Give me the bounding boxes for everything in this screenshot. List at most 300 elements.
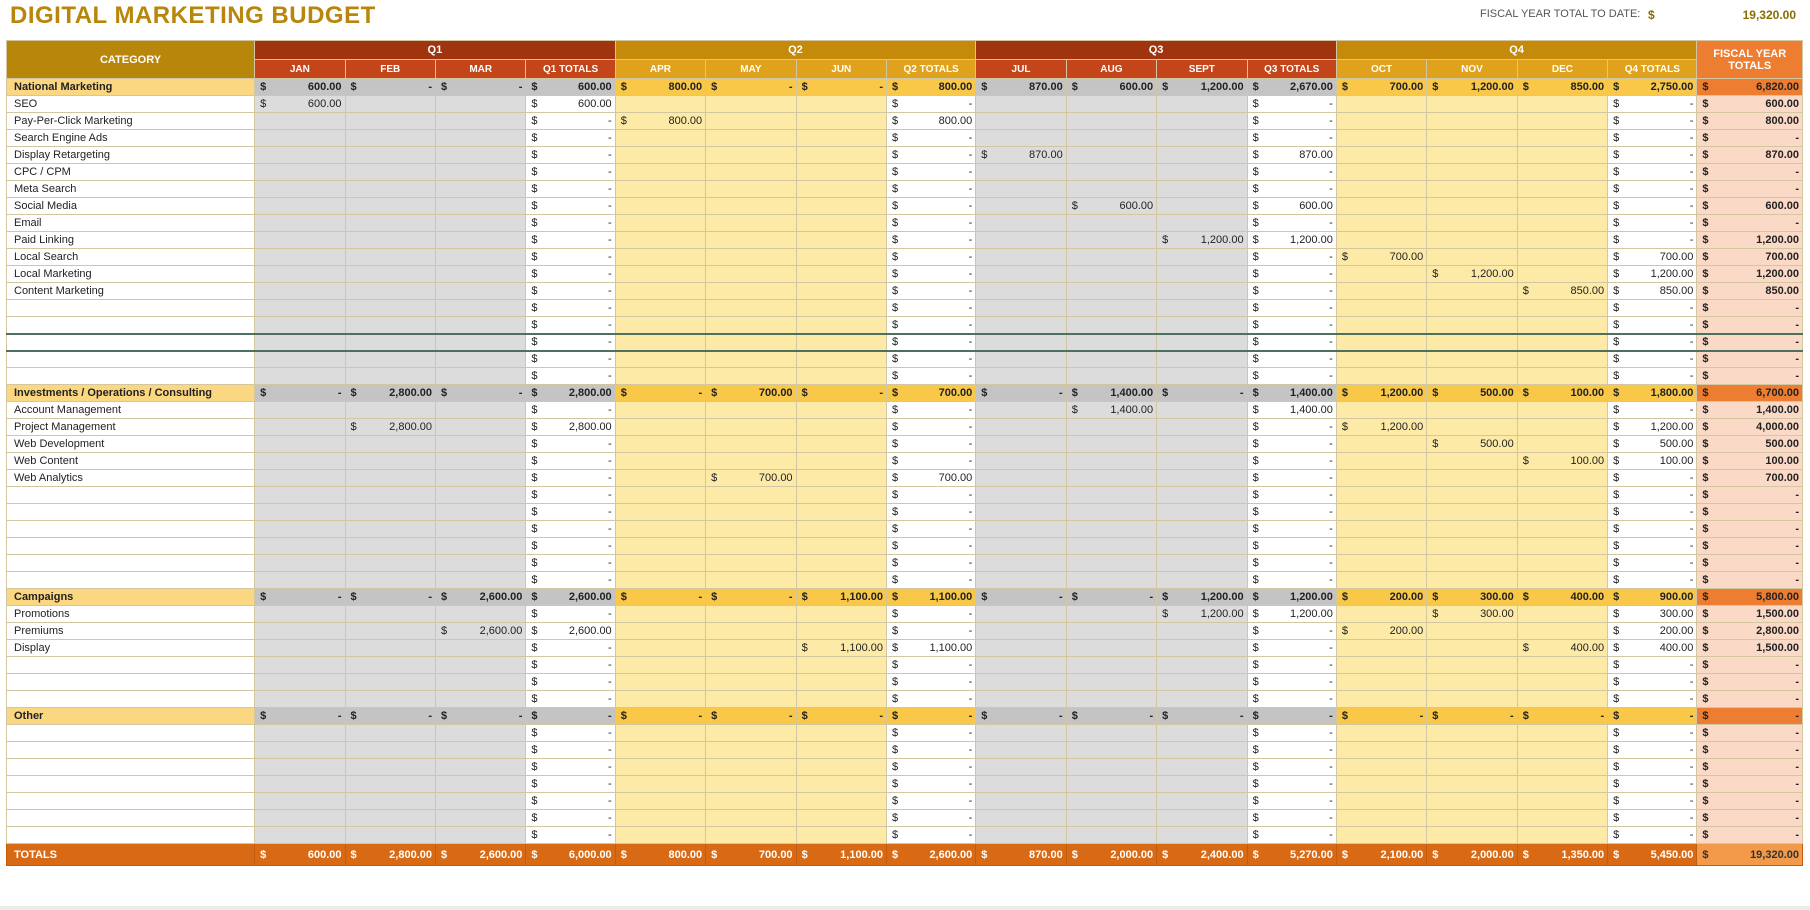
fiscal-year-total-cell[interactable]	[1697, 164, 1803, 181]
month-cell[interactable]	[1517, 198, 1607, 215]
quarter-total-cell[interactable]	[1608, 640, 1697, 657]
month-cell[interactable]	[1427, 589, 1517, 606]
month-cell[interactable]	[1066, 691, 1156, 708]
month-cell[interactable]	[796, 759, 886, 776]
month-cell[interactable]	[615, 538, 705, 555]
month-cell[interactable]	[976, 130, 1066, 147]
month-cell[interactable]	[796, 436, 886, 453]
quarter-total-cell[interactable]	[526, 79, 615, 96]
month-cell[interactable]	[255, 742, 345, 759]
month-cell[interactable]	[1157, 96, 1247, 113]
month-cell[interactable]	[1066, 385, 1156, 402]
fiscal-year-total-cell[interactable]	[1697, 436, 1803, 453]
month-cell[interactable]	[1066, 283, 1156, 300]
month-cell[interactable]	[435, 674, 525, 691]
month-cell[interactable]	[976, 810, 1066, 827]
month-cell[interactable]	[706, 147, 796, 164]
month-cell[interactable]	[796, 419, 886, 436]
month-cell[interactable]	[1066, 317, 1156, 334]
fiscal-year-total-cell[interactable]	[1697, 232, 1803, 249]
month-cell[interactable]	[615, 708, 705, 725]
month-cell[interactable]	[1427, 436, 1517, 453]
month-cell[interactable]	[435, 810, 525, 827]
fiscal-year-total-cell[interactable]	[1697, 385, 1803, 402]
quarter-total-cell[interactable]	[1247, 538, 1336, 555]
month-cell[interactable]	[976, 521, 1066, 538]
month-cell[interactable]	[255, 487, 345, 504]
month-cell[interactable]	[1517, 470, 1607, 487]
quarter-total-cell[interactable]	[1247, 215, 1336, 232]
quarter-total-cell[interactable]	[1608, 725, 1697, 742]
month-cell[interactable]	[615, 181, 705, 198]
month-cell[interactable]	[345, 810, 435, 827]
month-cell[interactable]	[615, 164, 705, 181]
month-cell[interactable]	[255, 164, 345, 181]
month-cell[interactable]	[1517, 453, 1607, 470]
month-cell[interactable]	[1336, 368, 1426, 385]
month-cell[interactable]	[1336, 198, 1426, 215]
month-cell[interactable]	[1517, 266, 1607, 283]
month-cell[interactable]	[1066, 215, 1156, 232]
quarter-total-cell[interactable]	[1247, 827, 1336, 844]
month-cell[interactable]	[1066, 827, 1156, 844]
month-cell[interactable]	[615, 334, 705, 351]
month-cell[interactable]	[1066, 79, 1156, 96]
quarter-total-cell[interactable]	[1247, 521, 1336, 538]
quarter-total-cell[interactable]	[887, 776, 976, 793]
month-cell[interactable]	[706, 759, 796, 776]
month-cell[interactable]	[1427, 572, 1517, 589]
category-label[interactable]	[7, 572, 255, 589]
month-cell[interactable]	[345, 283, 435, 300]
month-cell[interactable]	[1427, 317, 1517, 334]
quarter-total-cell[interactable]	[887, 385, 976, 402]
quarter-total-cell[interactable]	[887, 147, 976, 164]
quarter-total-cell[interactable]	[1608, 402, 1697, 419]
grand-total-cell[interactable]	[1247, 844, 1336, 866]
month-cell[interactable]	[1517, 249, 1607, 266]
month-cell[interactable]	[615, 232, 705, 249]
quarter-total-cell[interactable]	[526, 249, 615, 266]
month-cell[interactable]	[255, 334, 345, 351]
month-cell[interactable]	[1427, 215, 1517, 232]
month-cell[interactable]	[1157, 402, 1247, 419]
month-cell[interactable]	[1427, 504, 1517, 521]
month-cell[interactable]	[796, 334, 886, 351]
quarter-total-cell[interactable]	[526, 538, 615, 555]
grand-total-cell[interactable]	[1517, 844, 1607, 866]
month-cell[interactable]	[345, 538, 435, 555]
month-cell[interactable]	[1517, 419, 1607, 436]
month-cell[interactable]	[1427, 113, 1517, 130]
month-cell[interactable]	[1336, 300, 1426, 317]
fiscal-year-total-cell[interactable]	[1697, 79, 1803, 96]
fiscal-year-total-cell[interactable]	[1697, 504, 1803, 521]
category-label[interactable]: Premiums	[7, 623, 255, 640]
month-cell[interactable]	[796, 708, 886, 725]
quarter-total-cell[interactable]	[1247, 640, 1336, 657]
quarter-total-cell[interactable]	[526, 810, 615, 827]
month-cell[interactable]	[1427, 759, 1517, 776]
month-cell[interactable]	[255, 504, 345, 521]
quarter-total-cell[interactable]	[1247, 266, 1336, 283]
month-cell[interactable]	[255, 725, 345, 742]
quarter-total-cell[interactable]	[1247, 419, 1336, 436]
month-cell[interactable]	[706, 385, 796, 402]
month-cell[interactable]	[706, 521, 796, 538]
month-cell[interactable]	[1427, 623, 1517, 640]
month-cell[interactable]	[345, 793, 435, 810]
month-cell[interactable]	[345, 776, 435, 793]
month-cell[interactable]	[1066, 130, 1156, 147]
month-cell[interactable]	[1517, 147, 1607, 164]
fiscal-year-total-cell[interactable]	[1697, 198, 1803, 215]
grand-total-cell[interactable]	[345, 844, 435, 866]
quarter-total-cell[interactable]	[1608, 487, 1697, 504]
month-cell[interactable]	[1427, 640, 1517, 657]
fiscal-year-total-cell[interactable]	[1697, 96, 1803, 113]
month-cell[interactable]	[706, 164, 796, 181]
month-cell[interactable]	[706, 351, 796, 368]
section-label[interactable]: Campaigns	[7, 589, 255, 606]
month-cell[interactable]	[1427, 538, 1517, 555]
month-cell[interactable]	[1517, 215, 1607, 232]
month-cell[interactable]	[1517, 691, 1607, 708]
category-label[interactable]	[7, 555, 255, 572]
month-cell[interactable]	[706, 810, 796, 827]
month-cell[interactable]	[1517, 351, 1607, 368]
month-cell[interactable]	[1157, 640, 1247, 657]
quarter-total-cell[interactable]	[526, 453, 615, 470]
quarter-total-cell[interactable]	[526, 436, 615, 453]
quarter-total-cell[interactable]	[887, 113, 976, 130]
month-cell[interactable]	[255, 368, 345, 385]
fiscal-year-total-cell[interactable]	[1697, 181, 1803, 198]
quarter-total-cell[interactable]	[887, 181, 976, 198]
month-cell[interactable]	[706, 708, 796, 725]
quarter-total-cell[interactable]	[887, 827, 976, 844]
category-label[interactable]	[7, 487, 255, 504]
quarter-total-cell[interactable]	[1247, 385, 1336, 402]
category-label[interactable]: Meta Search	[7, 181, 255, 198]
month-cell[interactable]	[1066, 300, 1156, 317]
grand-total-cell[interactable]	[976, 844, 1066, 866]
quarter-total-cell[interactable]	[1608, 759, 1697, 776]
month-cell[interactable]	[706, 317, 796, 334]
month-cell[interactable]	[255, 589, 345, 606]
month-cell[interactable]	[976, 453, 1066, 470]
month-cell[interactable]	[1066, 334, 1156, 351]
month-cell[interactable]	[615, 317, 705, 334]
fiscal-year-total-cell[interactable]	[1697, 776, 1803, 793]
month-cell[interactable]	[796, 164, 886, 181]
quarter-total-cell[interactable]	[887, 470, 976, 487]
month-cell[interactable]	[1427, 674, 1517, 691]
quarter-total-cell[interactable]	[1608, 436, 1697, 453]
month-cell[interactable]	[706, 232, 796, 249]
quarter-total-cell[interactable]	[1247, 487, 1336, 504]
month-cell[interactable]	[706, 504, 796, 521]
month-cell[interactable]	[255, 691, 345, 708]
month-cell[interactable]	[615, 300, 705, 317]
month-cell[interactable]	[1517, 640, 1607, 657]
month-cell[interactable]	[345, 79, 435, 96]
month-cell[interactable]	[345, 640, 435, 657]
category-label[interactable]: SEO	[7, 96, 255, 113]
quarter-total-cell[interactable]	[887, 79, 976, 96]
quarter-total-cell[interactable]	[1608, 283, 1697, 300]
month-cell[interactable]	[1336, 640, 1426, 657]
quarter-total-cell[interactable]	[526, 572, 615, 589]
quarter-total-cell[interactable]	[1247, 759, 1336, 776]
grand-total-cell[interactable]	[1066, 844, 1156, 866]
month-cell[interactable]	[796, 657, 886, 674]
month-cell[interactable]	[796, 742, 886, 759]
month-cell[interactable]	[1517, 810, 1607, 827]
month-cell[interactable]	[1066, 657, 1156, 674]
month-cell[interactable]	[1157, 419, 1247, 436]
month-cell[interactable]	[345, 232, 435, 249]
month-cell[interactable]	[345, 334, 435, 351]
section-label[interactable]: Investments / Operations / Consulting	[7, 385, 255, 402]
month-cell[interactable]	[976, 79, 1066, 96]
month-cell[interactable]	[1517, 79, 1607, 96]
month-cell[interactable]	[1157, 283, 1247, 300]
month-cell[interactable]	[615, 657, 705, 674]
month-cell[interactable]	[1336, 793, 1426, 810]
quarter-total-cell[interactable]	[1247, 147, 1336, 164]
month-cell[interactable]	[796, 725, 886, 742]
month-cell[interactable]	[345, 521, 435, 538]
month-cell[interactable]	[435, 198, 525, 215]
quarter-total-cell[interactable]	[1608, 589, 1697, 606]
month-cell[interactable]	[796, 181, 886, 198]
month-cell[interactable]	[435, 351, 525, 368]
month-cell[interactable]	[706, 249, 796, 266]
quarter-total-cell[interactable]	[1247, 793, 1336, 810]
month-cell[interactable]	[706, 793, 796, 810]
month-cell[interactable]	[1517, 487, 1607, 504]
quarter-total-cell[interactable]	[526, 317, 615, 334]
month-cell[interactable]	[435, 300, 525, 317]
quarter-total-cell[interactable]	[1247, 742, 1336, 759]
grand-total-cell[interactable]	[796, 844, 886, 866]
month-cell[interactable]	[1336, 402, 1426, 419]
month-cell[interactable]	[1517, 538, 1607, 555]
quarter-total-cell[interactable]	[1608, 691, 1697, 708]
quarter-total-cell[interactable]	[887, 402, 976, 419]
month-cell[interactable]	[706, 589, 796, 606]
month-cell[interactable]	[1336, 776, 1426, 793]
month-cell[interactable]	[435, 334, 525, 351]
quarter-total-cell[interactable]	[1608, 181, 1697, 198]
month-cell[interactable]	[615, 436, 705, 453]
month-cell[interactable]	[435, 470, 525, 487]
fiscal-year-total-cell[interactable]	[1697, 793, 1803, 810]
quarter-total-cell[interactable]	[1608, 793, 1697, 810]
month-cell[interactable]	[1066, 776, 1156, 793]
month-cell[interactable]	[615, 810, 705, 827]
month-cell[interactable]	[1157, 436, 1247, 453]
fiscal-year-total-cell[interactable]	[1697, 572, 1803, 589]
month-cell[interactable]	[796, 640, 886, 657]
month-cell[interactable]	[796, 589, 886, 606]
month-cell[interactable]	[615, 96, 705, 113]
month-cell[interactable]	[796, 674, 886, 691]
month-cell[interactable]	[435, 96, 525, 113]
month-cell[interactable]	[345, 317, 435, 334]
quarter-total-cell[interactable]	[526, 657, 615, 674]
month-cell[interactable]	[255, 555, 345, 572]
month-cell[interactable]	[976, 419, 1066, 436]
month-cell[interactable]	[976, 589, 1066, 606]
month-cell[interactable]	[706, 827, 796, 844]
month-cell[interactable]	[1336, 555, 1426, 572]
month-cell[interactable]	[345, 555, 435, 572]
month-cell[interactable]	[1427, 385, 1517, 402]
quarter-total-cell[interactable]	[887, 742, 976, 759]
fiscal-year-total-cell[interactable]	[1697, 300, 1803, 317]
month-cell[interactable]	[1517, 657, 1607, 674]
month-cell[interactable]	[345, 113, 435, 130]
month-cell[interactable]	[796, 147, 886, 164]
fiscal-year-total-cell[interactable]	[1697, 113, 1803, 130]
quarter-total-cell[interactable]	[1608, 453, 1697, 470]
month-cell[interactable]	[976, 504, 1066, 521]
month-cell[interactable]	[345, 368, 435, 385]
month-cell[interactable]	[435, 657, 525, 674]
month-cell[interactable]	[976, 793, 1066, 810]
fiscal-year-total-cell[interactable]	[1697, 266, 1803, 283]
month-cell[interactable]	[976, 402, 1066, 419]
quarter-total-cell[interactable]	[887, 317, 976, 334]
month-cell[interactable]	[1427, 96, 1517, 113]
month-cell[interactable]	[1157, 589, 1247, 606]
quarter-total-cell[interactable]	[526, 181, 615, 198]
month-cell[interactable]	[615, 283, 705, 300]
month-cell[interactable]	[1517, 623, 1607, 640]
fiscal-year-total-cell[interactable]	[1697, 147, 1803, 164]
fiscal-year-total-cell[interactable]	[1697, 521, 1803, 538]
month-cell[interactable]	[976, 606, 1066, 623]
quarter-total-cell[interactable]	[1247, 368, 1336, 385]
month-cell[interactable]	[706, 130, 796, 147]
section-label[interactable]: Other	[7, 708, 255, 725]
grand-total-cell[interactable]	[1336, 844, 1426, 866]
month-cell[interactable]	[1336, 283, 1426, 300]
fiscal-year-total-cell[interactable]	[1697, 334, 1803, 351]
quarter-total-cell[interactable]	[526, 725, 615, 742]
month-cell[interactable]	[796, 96, 886, 113]
month-cell[interactable]	[255, 793, 345, 810]
month-cell[interactable]	[1336, 334, 1426, 351]
month-cell[interactable]	[796, 538, 886, 555]
month-cell[interactable]	[1157, 300, 1247, 317]
month-cell[interactable]	[1336, 589, 1426, 606]
month-cell[interactable]	[615, 572, 705, 589]
month-cell[interactable]	[1066, 555, 1156, 572]
month-cell[interactable]	[345, 470, 435, 487]
month-cell[interactable]	[706, 538, 796, 555]
quarter-total-cell[interactable]	[1608, 249, 1697, 266]
fiscal-year-total-cell[interactable]	[1697, 215, 1803, 232]
quarter-total-cell[interactable]	[1247, 589, 1336, 606]
month-cell[interactable]	[1157, 504, 1247, 521]
month-cell[interactable]	[615, 521, 705, 538]
month-cell[interactable]	[1336, 538, 1426, 555]
fiscal-year-total-cell[interactable]	[1697, 538, 1803, 555]
month-cell[interactable]	[706, 453, 796, 470]
month-cell[interactable]	[615, 674, 705, 691]
month-cell[interactable]	[1157, 606, 1247, 623]
month-cell[interactable]	[796, 793, 886, 810]
quarter-total-cell[interactable]	[887, 759, 976, 776]
month-cell[interactable]	[1517, 725, 1607, 742]
month-cell[interactable]	[976, 300, 1066, 317]
grand-total-cell[interactable]	[1608, 844, 1697, 866]
quarter-total-cell[interactable]	[887, 606, 976, 623]
month-cell[interactable]	[976, 555, 1066, 572]
month-cell[interactable]	[435, 776, 525, 793]
month-cell[interactable]	[706, 470, 796, 487]
month-cell[interactable]	[1427, 300, 1517, 317]
month-cell[interactable]	[435, 368, 525, 385]
category-label[interactable]: Email	[7, 215, 255, 232]
month-cell[interactable]	[345, 504, 435, 521]
month-cell[interactable]	[435, 487, 525, 504]
month-cell[interactable]	[1427, 130, 1517, 147]
month-cell[interactable]	[976, 249, 1066, 266]
month-cell[interactable]	[345, 147, 435, 164]
month-cell[interactable]	[1517, 572, 1607, 589]
fiscal-year-total-cell[interactable]	[1697, 283, 1803, 300]
quarter-total-cell[interactable]	[887, 232, 976, 249]
category-label[interactable]: Pay-Per-Click Marketing	[7, 113, 255, 130]
month-cell[interactable]	[1066, 249, 1156, 266]
month-cell[interactable]	[796, 249, 886, 266]
month-cell[interactable]	[1336, 351, 1426, 368]
category-label[interactable]	[7, 759, 255, 776]
month-cell[interactable]	[1517, 130, 1607, 147]
month-cell[interactable]	[796, 232, 886, 249]
category-label[interactable]	[7, 538, 255, 555]
month-cell[interactable]	[1157, 793, 1247, 810]
month-cell[interactable]	[706, 555, 796, 572]
month-cell[interactable]	[255, 538, 345, 555]
month-cell[interactable]	[1427, 181, 1517, 198]
month-cell[interactable]	[1427, 283, 1517, 300]
month-cell[interactable]	[976, 674, 1066, 691]
month-cell[interactable]	[1427, 147, 1517, 164]
month-cell[interactable]	[345, 725, 435, 742]
month-cell[interactable]	[796, 623, 886, 640]
month-cell[interactable]	[1157, 385, 1247, 402]
month-cell[interactable]	[1336, 385, 1426, 402]
month-cell[interactable]	[345, 300, 435, 317]
category-label[interactable]: CPC / CPM	[7, 164, 255, 181]
month-cell[interactable]	[706, 96, 796, 113]
month-cell[interactable]	[615, 453, 705, 470]
month-cell[interactable]	[796, 606, 886, 623]
month-cell[interactable]	[796, 504, 886, 521]
month-cell[interactable]	[345, 96, 435, 113]
month-cell[interactable]	[976, 232, 1066, 249]
month-cell[interactable]	[976, 657, 1066, 674]
quarter-total-cell[interactable]	[526, 300, 615, 317]
month-cell[interactable]	[1336, 249, 1426, 266]
month-cell[interactable]	[1066, 266, 1156, 283]
month-cell[interactable]	[435, 181, 525, 198]
